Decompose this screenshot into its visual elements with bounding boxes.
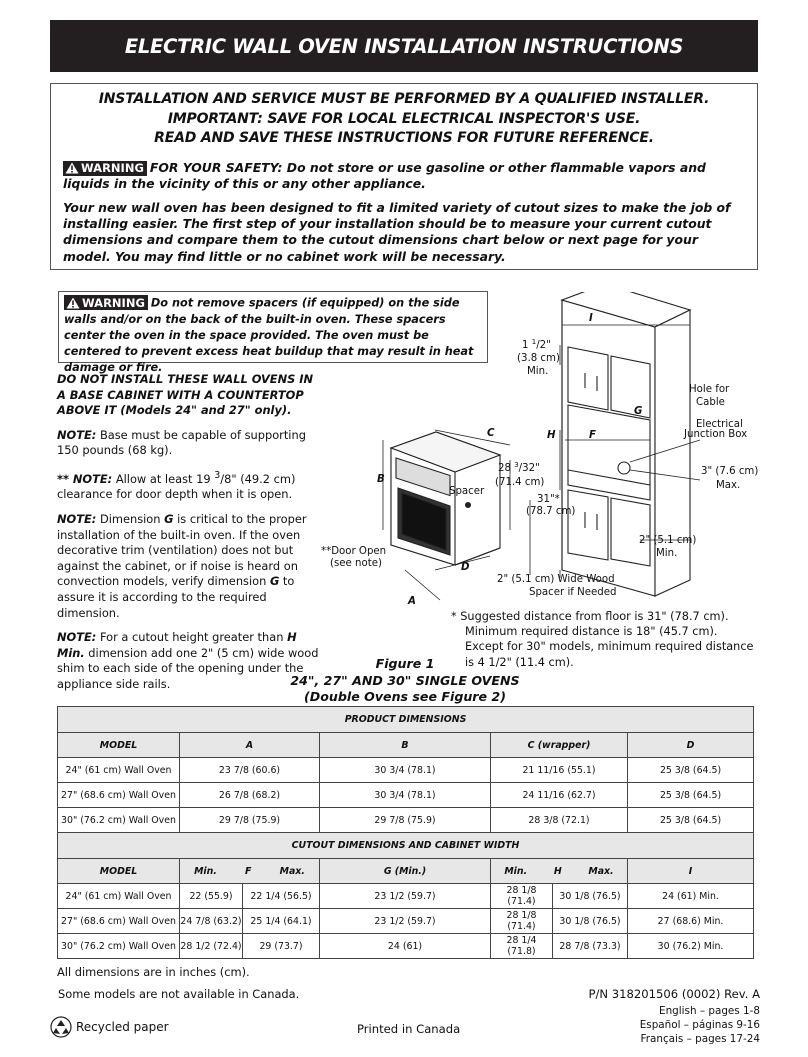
intro-box bbox=[50, 83, 758, 270]
label-31: 31"* bbox=[537, 494, 560, 505]
intro-line-3: READ AND SAVE THESE INSTRUCTIONS FOR FUTURE REFERENCE. bbox=[154, 130, 654, 146]
language-index: English – pages 1-8 Español – páginas 9-16 Français – pages 17-24 bbox=[639, 1005, 760, 1045]
table-row: 24" (61 cm) Wall Oven 22 (55.9) 22 1/4 (56.5) 23 1/2 (59.7) 28 1/8 (71.4) 30 1/8 (76.5) 24 (61) Min. bbox=[58, 884, 754, 909]
label-junction-box: Junction Box bbox=[684, 429, 748, 440]
recycled-paper bbox=[50, 1016, 169, 1038]
units-note: All dimensions are in inches (cm). bbox=[57, 965, 250, 979]
label-three-inch: 3" (7.6 cm) bbox=[701, 466, 759, 477]
label-electrical: Electrical bbox=[696, 419, 743, 430]
note-cutout-height: NOTE: For a cutout height greater than H Min. dimension add one 2" (5 cm) wide wood shim to each side of the opening under the appliance side rails. bbox=[57, 630, 319, 691]
cutout-dimensions-title: CUTOUT DIMENSIONS AND CABINET WIDTH bbox=[58, 833, 754, 859]
cutout-f-header: Min. F Max. bbox=[180, 859, 320, 884]
cutout-h-header: Min. H Max. bbox=[491, 859, 628, 884]
safety-warning bbox=[63, 160, 749, 192]
note-door-clearance: ** NOTE: Allow at least 19 $^3$/8" (49.2 cm) clearance for door depth when it is open. bbox=[57, 469, 296, 502]
intro-line-2: IMPORTANT: SAVE FOR LOCAL ELECTRICAL INSPECTOR'S USE. bbox=[167, 110, 641, 127]
label-28-cm: (71.4 cm) bbox=[495, 477, 545, 488]
warning-badge bbox=[63, 161, 147, 176]
table-row: 24" (61 cm) Wall Oven 23 7/8 (60.6) 30 3/4 (78.1) 21 11/16 (55.1) 25 3/8 (64.5) bbox=[58, 758, 754, 783]
label-one-half: 1 $^1$/2" bbox=[522, 338, 551, 351]
table-row: 27" (68.6 cm) Wall Oven 24 7/8 (63.2) 25 1/4 (64.1) 23 1/2 (59.7) 28 1/8 (71.4) 30 1/8 (76.5) 27 (68.6) Min. bbox=[58, 909, 754, 934]
cutout-dimensions-title-row bbox=[58, 833, 754, 859]
label-h: H bbox=[547, 430, 556, 441]
figure-caption: Figure 1 24", 27" AND 30" SINGLE OVENS (Double Ovens see Figure 2) bbox=[290, 656, 520, 704]
printed-in: Printed in Canada bbox=[357, 1022, 461, 1036]
page-title: ELECTRIC WALL OVEN INSTALLATION INSTRUCTIONS bbox=[124, 34, 684, 58]
dimensions-table bbox=[57, 706, 754, 959]
safety-warning-text: FOR YOUR SAFETY: Do not store or use gasoline or other flammable vapors and liquids in the vicinity of this or any other appliance. bbox=[63, 160, 706, 192]
product-dimensions-title-row bbox=[58, 707, 754, 733]
table-row: 30" (76.2 cm) Wall Oven 29 7/8 (75.9) 29 7/8 (75.9) 28 3/8 (72.1) 25 3/8 (64.5) bbox=[58, 808, 754, 833]
product-header-row: MODEL A B C (wrapper) D bbox=[58, 733, 754, 758]
page-title-bar bbox=[50, 20, 758, 72]
label-three-inch-max: Max. bbox=[716, 480, 741, 491]
warning-triangle-icon bbox=[65, 162, 79, 174]
note-base-support: NOTE: Base must be capable of supporting 150 pounds (68 kg). bbox=[57, 427, 306, 458]
label-f: F bbox=[589, 430, 596, 441]
recycled-paper-label: Recycled paper bbox=[76, 1020, 169, 1034]
recycle-icon bbox=[50, 1016, 72, 1038]
label-two-inch: 2" (5.1 cm) bbox=[639, 535, 697, 546]
cutout-header-row: MODEL Min. F Max. G (Min.) Min. H Max. I bbox=[58, 859, 754, 884]
installation-notes bbox=[57, 372, 325, 701]
warning-badge bbox=[64, 295, 148, 310]
label-28: 28 $^3$/32" bbox=[498, 461, 540, 474]
intro-line-1: INSTALLATION AND SERVICE MUST BE PERFORMED BY A QUALIFIED INSTALLER. bbox=[98, 91, 710, 107]
canada-note: Some models are not available in Canada. bbox=[58, 987, 300, 1001]
label-a: A bbox=[408, 596, 416, 607]
label-cable: Cable bbox=[696, 397, 725, 408]
label-shim-1: 2" (5.1 cm) Wide Wood bbox=[497, 574, 615, 585]
diagram-labels bbox=[321, 313, 758, 607]
warning-label: WARNING bbox=[81, 160, 144, 175]
label-c: C bbox=[487, 428, 495, 439]
label-spacer: Spacer bbox=[449, 486, 485, 497]
product-dimensions-title: PRODUCT DIMENSIONS bbox=[58, 707, 754, 733]
warning-triangle-icon bbox=[66, 297, 80, 309]
warning-label: WARNING bbox=[82, 295, 145, 310]
intro-paragraph: Your new wall oven has been designed to fit a limited variety of cutout sizes to make the job of installing easier. The first step of your installation should be to measure your current cutout dimensions and compare them to the cutout dimensions chart below or next page for your model. You may find little or no cabinet work will be necessary. bbox=[63, 200, 731, 264]
table-row: 27" (68.6 cm) Wall Oven 26 7/8 (68.2) 30 3/4 (78.1) 24 11/16 (62.7) 25 3/8 (64.5) bbox=[58, 783, 754, 808]
label-one-half-min: Min. bbox=[527, 366, 549, 377]
label-d: D bbox=[461, 562, 470, 573]
label-one-half-cm: (3.8 cm) bbox=[517, 353, 560, 364]
label-door-open: **Door Open bbox=[321, 546, 387, 557]
intro-heading bbox=[51, 90, 757, 149]
installation-diagram bbox=[318, 292, 763, 610]
part-number: P/N 318201506 (0002) Rev. A bbox=[588, 987, 760, 1001]
note-dimension-g: NOTE: Dimension G is critical to the proper installation of the built-in oven. If the oven decorative trim (ventilation) does not but against the cabinet, or if noise is heard on convection models, verify dimension G to assure it is according to the required dimension. bbox=[57, 511, 307, 620]
spacer-warning-text: Do not remove spacers (if equipped) on the side walls and/or on the back of the built-in oven. These spacers center the oven in the space provided. The oven must be centered to prevent excess heat buildup that may result in heat damage or fire. bbox=[64, 296, 474, 374]
label-g: G bbox=[634, 406, 643, 417]
label-two-inch-min: Min. bbox=[656, 548, 678, 559]
base-cabinet-note: DO NOT INSTALL THESE WALL OVENS IN A BASE CABINET WITH A COUNTERTOP ABOVE IT (Models 24" and 27" only). bbox=[57, 372, 314, 418]
label-shim-2: Spacer if Needed bbox=[529, 587, 617, 598]
label-31-cm: (78.7 cm) bbox=[526, 506, 576, 517]
table-row: 30" (76.2 cm) Wall Oven 28 1/2 (72.4) 29 (73.7) 24 (61) 28 1/4 (71.8) 28 7/8 (73.3) 30 (76.2) Min. bbox=[58, 934, 754, 959]
oven-drawing bbox=[391, 432, 500, 565]
label-b: B bbox=[377, 474, 385, 485]
label-hole-for: Hole for bbox=[689, 384, 730, 395]
label-see-note: (see note) bbox=[330, 558, 382, 569]
floor-distance-note: * Suggested distance from floor is 31" (78.7 cm). Minimum required distance is 18" (45.7 cm). Except for 30" models, minimum required distance is 4 1/2" (11.4 cm). bbox=[451, 610, 754, 669]
label-i-top: I bbox=[589, 313, 593, 324]
